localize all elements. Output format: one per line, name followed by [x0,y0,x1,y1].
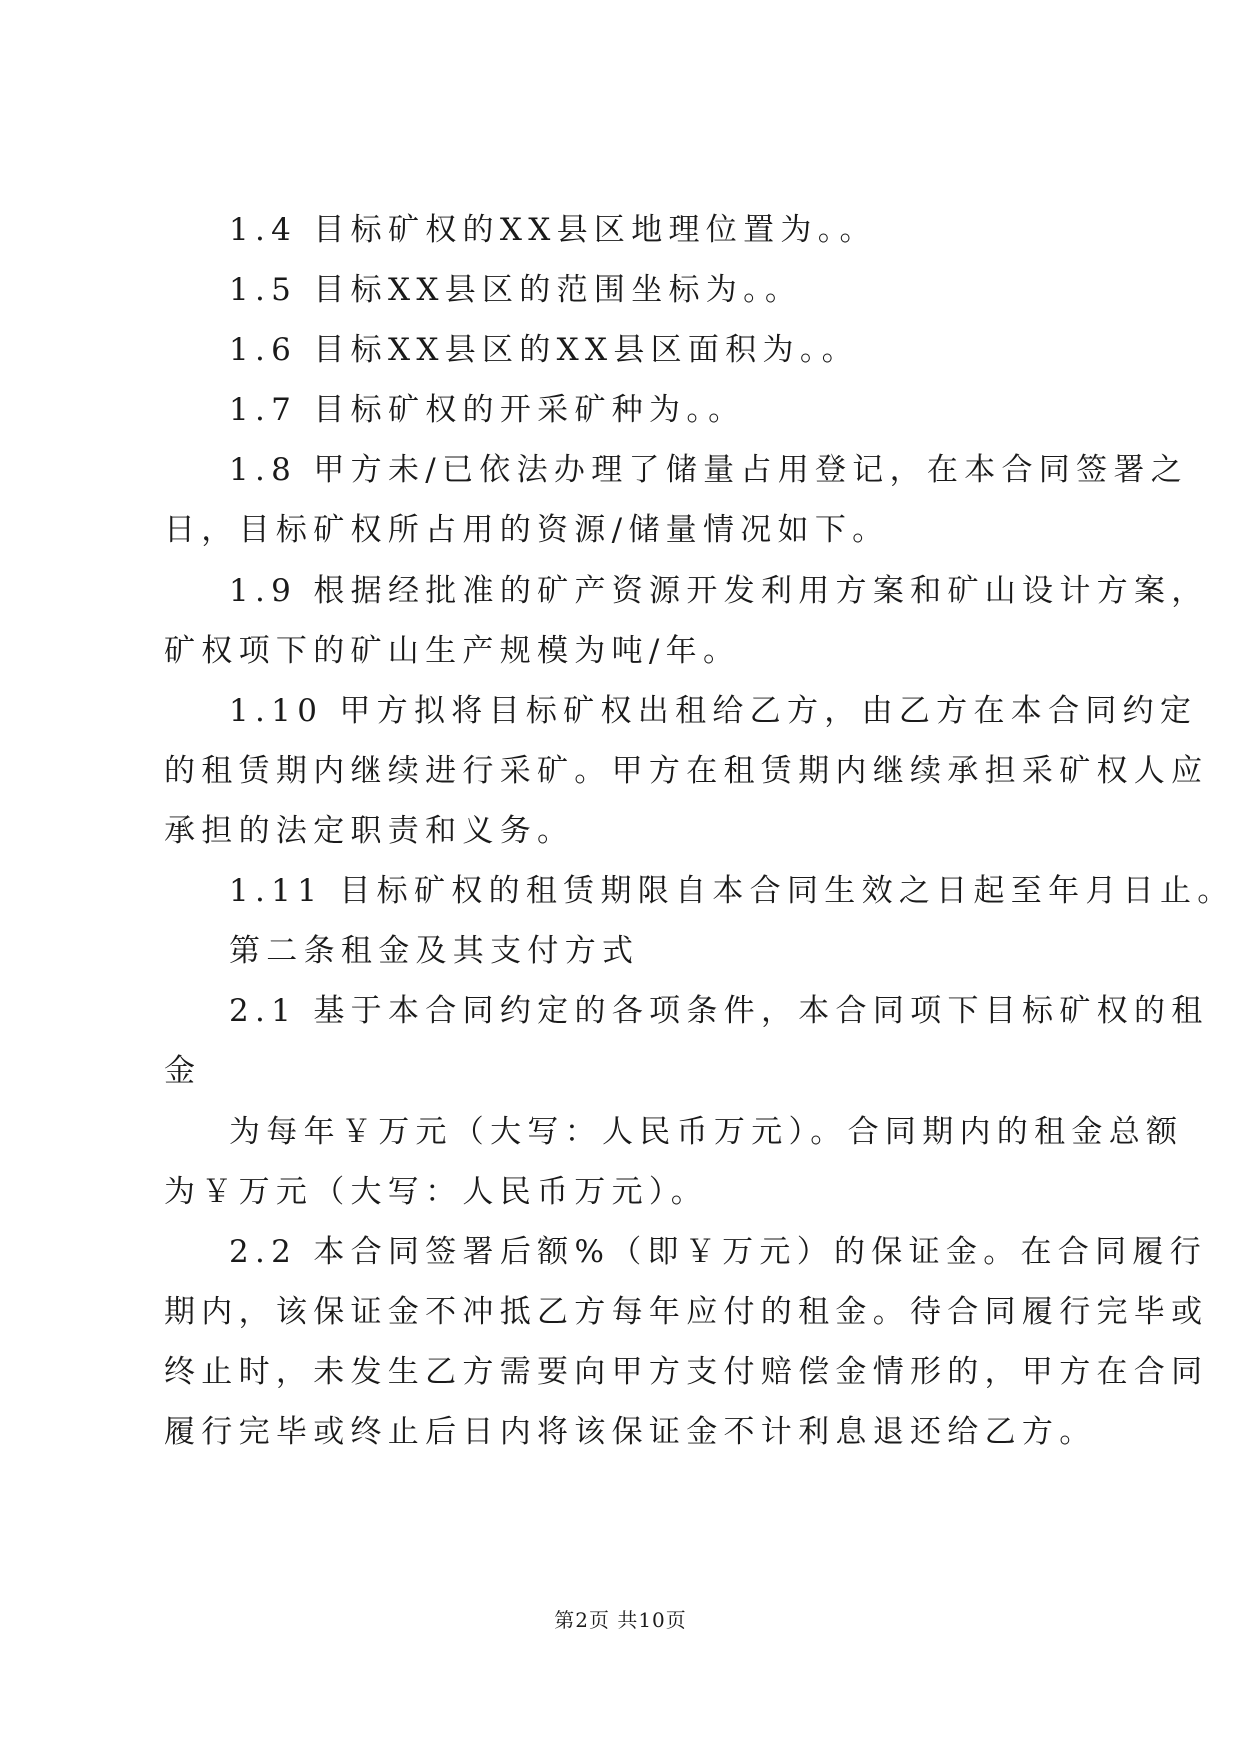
clause-2-2-line-4: 履行完毕或终止后日内将该保证金不计利息退还给乙方。 [164,1414,1097,1450]
page-number-footer: 第2页 共10页 [554,1608,687,1632]
clause-2-1-line-4: 为￥万元（大写：人民币万元）。 [164,1174,708,1210]
clause-1-5: 1.5 目标XX县区的范围坐标为。。 [229,272,803,308]
clause-2-1-line-2: 金 [164,1053,202,1089]
clause-2-2-line-2: 期内，该保证金不冲抵乙方每年应付的租金。待合同履行完毕或 [164,1294,1209,1330]
clause-2-1-line-3: 为每年￥万元（大写：人民币万元）。合同期内的租金总额 [229,1114,1184,1150]
clause-1-8-line-1: 1.8 甲方未/已依法办理了储量占用登记，在本合同签署之 [229,452,1188,488]
clause-2-1-line-1: 2.1 基于本合同约定的各项条件，本合同项下目标矿权的租 [229,993,1209,1029]
clause-1-6: 1.6 目标XX县区的XX县区面积为。。 [229,332,859,368]
clause-1-10-line-3: 承担的法定职责和义务。 [164,813,575,849]
clause-2-2-line-1: 2.2 本合同签署后额%（即￥万元）的保证金。在合同履行 [229,1234,1208,1270]
clause-1-9-line-1: 1.9 根据经批准的矿产资源开发利用方案和矿山设计方案， [229,573,1209,609]
clause-1-10-line-1: 1.10 甲方拟将目标矿权出租给乙方，由乙方在本合同约定 [229,693,1198,729]
clause-1-4: 1.4 目标矿权的XX县区地理位置为。。 [229,212,877,248]
clause-1-11: 1.11 目标矿权的租赁期限自本合同生效之日起至年月日止。 [229,873,1235,909]
clause-2-2-line-3: 终止时，未发生乙方需要向甲方支付赔偿金情形的，甲方在合同 [164,1354,1209,1390]
clause-1-7: 1.7 目标矿权的开采矿种为。。 [229,392,746,428]
clause-1-10-line-2: 的租赁期内继续进行采矿。甲方在租赁期内继续承担采矿权人应 [164,753,1209,789]
article-2-heading: 第二条租金及其支付方式 [229,933,640,969]
clause-1-9-line-2: 矿权项下的矿山生产规模为吨/年。 [164,633,741,669]
clause-1-8-line-2: 日，目标矿权所占用的资源/储量情况如下。 [164,512,890,548]
